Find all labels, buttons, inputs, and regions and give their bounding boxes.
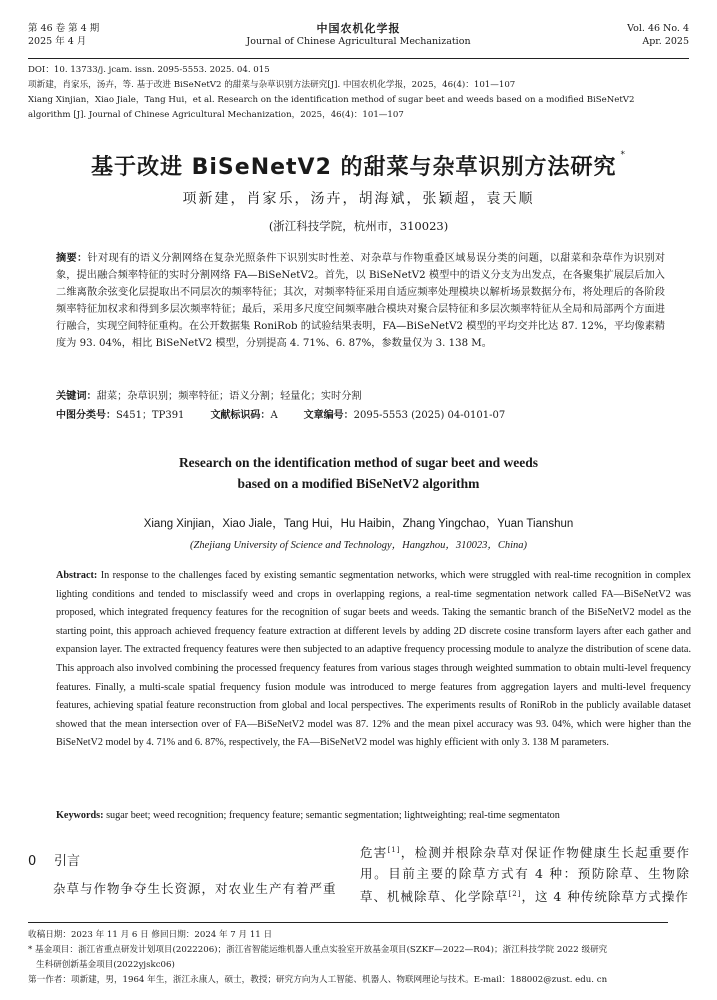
- article-number-value: 2095-5553 (2025) 04-0101-07: [353, 410, 506, 421]
- abstract-en-label: Abstract:: [56, 570, 98, 581]
- doi-line[interactable]: DOI：10. 13733/j. jcam. issn. 2095-5553. 2025. 04. 015: [28, 65, 270, 75]
- affiliation-en: (Zhejiang University of Science and Technology，Hangzhou，310023，China): [189, 540, 528, 551]
- doc-code-value: A: [270, 410, 278, 421]
- clc-label: 中图分类号：: [56, 410, 116, 421]
- paper-title-cn: [28, 150, 689, 181]
- header-rule: [28, 58, 689, 59]
- footnote-rule: [28, 922, 668, 923]
- journal-name-en: Journal of Chinese Agricultural Mechanization: [246, 36, 471, 47]
- paper-title-en-line1: Research on the identification method of sugar beet and weeds: [178, 455, 539, 470]
- clc-value: S451；TP391: [116, 410, 185, 421]
- reference-2-link[interactable]: [2]: [508, 890, 522, 899]
- paper-title-cn-text: 基于改进 BiSeNetV2 的甜菜与杂草识别方法研究: [90, 155, 617, 180]
- abstract-cn-text: 针对现有的语义分割网络在复杂光照条件下识别实时性差、对杂草与作物重叠区域易误分类的问题，以甜菜和杂草作为识别对象，提出融合频率特征的实时分割网络 FA—BiSeNetV2。首先，以 BiSeNetV2 模型中的语义分支为出发点，在各聚集扩展层后加入二维离散余弦变化层提取出不同层次的频率特征；其次，对频率特征采用自适应频率处理模块以解析场景数据分布，将处理后的各阶段频率特征加权求和得到多层次频率特征；最后，采用多尺度空间频率融合模块对聚合层特征和多层次频率特征从全局和局部两个方面进行融合，实现空间特征重构。在公开数据集 RoniRob 的试验结果表明，FA—BiSeNetV2 模型的平均交并比达 87. 12%，平均像素精度为 93. 04%，相比 BiSeNetV2 模型，分别提高 4. 71%、6. 87%，参数量仅为 3. 138 M。: [56, 253, 666, 349]
- citation-block: [28, 63, 689, 123]
- body-text-right: [360, 840, 690, 907]
- abstract-en-text: In response to the challenges faced by existing semantic segmentation networks, which were struggled with real-time recognition in complex lighting conditions and tended to misclassify weed and crops in overlapping regions, a real-time segmentation network called FA—BiSeNetV2 was proposed, which integrated frequency features for the recognition of sugar beets and weeds. Taking the semantic branch of the BiSeNetV2 model as the starting point, this approach achieved frequency feature extraction at different levels by adding 2D discrete cosine transform layers after each gather and expansion layer. The extracted frequency features were then subjected to an adaptive frequency processing module to analyze the distribution of scene data. This approach also involved combining the processed frequency features from various stages through weighted summation to obtain multi-level frequency features. Finally, a multi-scale spatial frequency fusion module was introduced to merge features from aggregation layers and multi-level frequency features, achieving spatial feature reconstruction from global and local perspectives. The experiments results of RoniRob in the publicly available dataset showed that the mean intersection over of FA—BiSeNetV2 model was 87. 12% and the mean pixel accuracy was 93. 04%, which were higher than the BiSeNetV2 model by 4. 71% and 6. 87%, respectively, the FA—BiSeNetV2 model was highly efficient with only 3. 138 M parameters.: [56, 570, 691, 749]
- abstract-cn: [56, 250, 665, 352]
- abstract-en: [56, 567, 691, 753]
- doc-code-label: 文献标识码：: [210, 410, 271, 421]
- date-cn: 2025 年 4 月: [28, 36, 87, 47]
- abstract-cn-label: 摘要：: [56, 253, 88, 264]
- first-author-info: 第一作者：项新建，男，1964 年生，浙江永康人，硕士，教授；研究方向为人工智能、机器人、物联网理论与技术。E-mail：188002@zust. edu. cn: [28, 975, 608, 985]
- received-dates: 收稿日期：2023 年 11 月 6 日 修回日期：2024 年 7 月 11 日: [28, 930, 273, 940]
- authors-cn: 项新建，肖家乐，汤卉，胡海斌，张颖超，袁天顺: [182, 191, 535, 207]
- reference-1-link[interactable]: [1]: [387, 846, 401, 854]
- citation-en-line1: Xiang Xinjian，Xiao Jiale，Tang Hui，et al. Research on the identification method of sugar beet and weeds based on a modified BiSeNetV2: [28, 95, 635, 105]
- keywords-cn-label: 关键词：: [56, 391, 97, 402]
- volume-en: Vol. 46 No. 4: [627, 23, 689, 34]
- keywords-cn-text: 甜菜；杂草识别；频率特征；语义分割；轻量化；实时分割: [96, 391, 362, 402]
- fund-line2: 生科研创新基金项目(2022yjskc06): [36, 960, 175, 970]
- volume-cn: 第 46 卷 第 4 期: [28, 23, 100, 34]
- body-right-part1: 危害: [360, 845, 388, 861]
- keywords-en: [56, 808, 691, 824]
- body-right-part3: ，这 4 种传统除草方式操作: [521, 889, 689, 905]
- citation-cn: 项新建，肖家乐，汤卉，等. 基于改进 BiSeNetV2 的甜菜与杂草识别方法研究[J]. 中国农机化学报，2025，46(4)：101—107: [28, 80, 516, 90]
- section-heading: [28, 850, 80, 869]
- fund-line1: * 基金项目：浙江省重点研发计划项目(2022206)；浙江省智能运维机器人重点实验室开放基金项目(SZKF—2022—R04)；浙江科技学院 2022 级研究: [28, 945, 608, 955]
- keywords-en-label: Keywords:: [56, 810, 104, 821]
- title-footnote-mark: *: [620, 150, 627, 160]
- article-number-label: 文章编号：: [303, 410, 354, 421]
- journal-name-cn: 中国农机化学报: [316, 22, 401, 35]
- section-number: 0: [28, 854, 37, 869]
- affiliation-cn: (浙江科技学院，杭州市，310023): [268, 219, 449, 233]
- footnotes: [28, 928, 691, 988]
- classification-line: [56, 407, 665, 424]
- paper-title-en-line2: based on a modified BiSeNetV2 algorithm: [237, 476, 480, 491]
- authors-en: Xiang Xinjian，Xiao Jiale，Tang Hui，Hu Haibin，Zhang Yingchao，Yuan Tianshun: [143, 518, 574, 530]
- body-right-part2: ，检测并根除杂草对保证作物健康生长起重要作用。目前主要的除草方式有 4 种：预防除草、生物除草、机械除草、化学除草: [360, 845, 690, 905]
- header-issue-en: [627, 22, 689, 48]
- body-text-left: 杂草与作物争夺生长资源，对农业生产有着严重: [53, 881, 337, 896]
- running-header: [28, 20, 689, 56]
- header-journal: [28, 22, 689, 48]
- date-en: Apr. 2025: [642, 36, 689, 47]
- paper-title-en: [60, 452, 657, 494]
- keywords-cn: [56, 388, 665, 405]
- citation-en-line2: algorithm [J]. Journal of Chinese Agricultural Mechanization，2025，46(4)：101—107: [28, 110, 404, 120]
- keywords-en-text: sugar beet; weed recognition; frequency feature; semantic segmentation; lightweighting; real-time segmentaton: [103, 810, 560, 821]
- section-title: 引言: [54, 854, 81, 869]
